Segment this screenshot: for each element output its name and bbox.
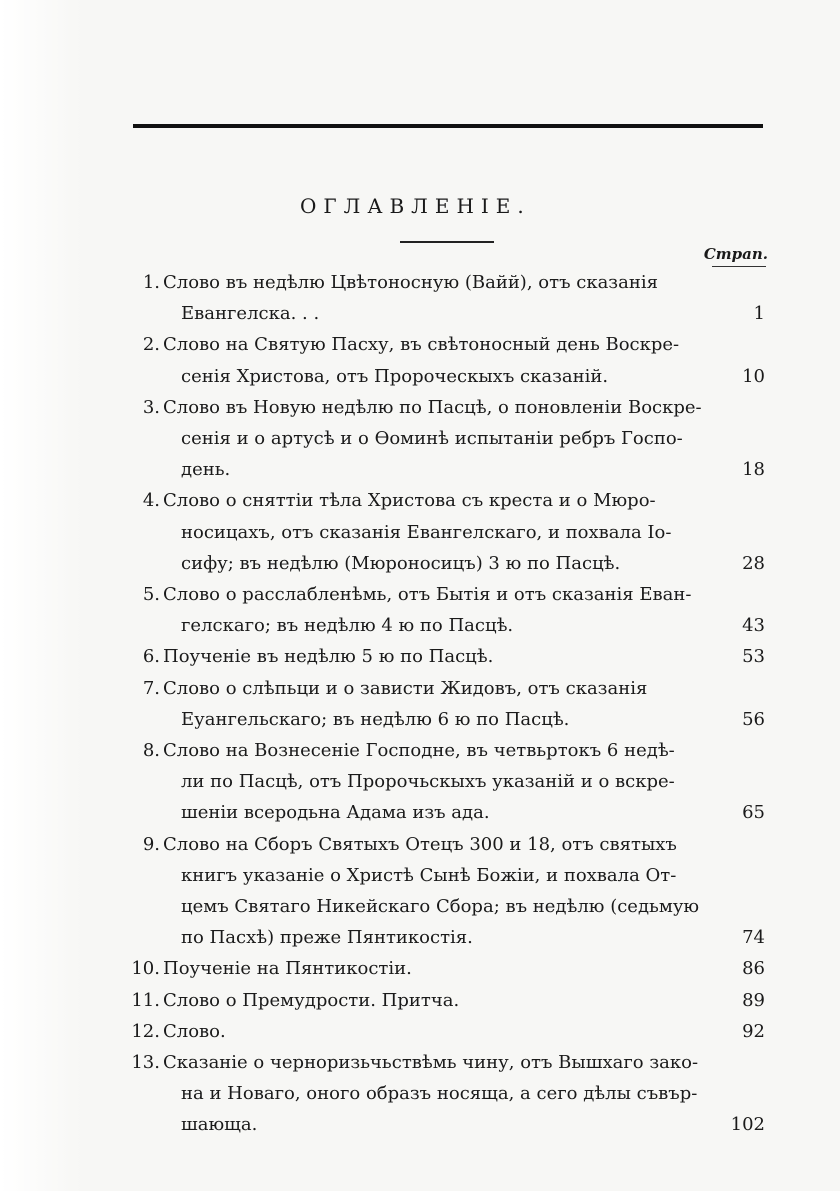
entry-text-line: носицахъ, отъ сказанія Евангелскаго, и похвала Іо- [181, 521, 672, 543]
top-rule [133, 124, 763, 128]
entry-text-line: Поученіе на Пянтикостіи. [163, 958, 412, 980]
entry-number: 5. [142, 584, 160, 605]
entry-page-number: 28 [742, 552, 765, 574]
entry-text-line: Слово въ Новую недѣлю по Пасцѣ, о поновленіи Воскре- [163, 396, 702, 418]
entry-page-number: 10 [742, 365, 765, 387]
entry-text-line: Слово о сняттіи тѣла Христова съ креста и о Мюро- [163, 490, 656, 512]
entry-text-line: Слово на Вознесеніе Господне, въ четвьртокъ 6 недѣ- [163, 740, 675, 761]
entry-text-line: Сказаніе о черноризьчьствѣмь чину, отъ Вышхаго зако- [163, 1052, 699, 1073]
entry-text-line: Евангелска. . . [181, 303, 320, 325]
page-title: ОГЛАВЛЕНІЕ. [300, 194, 531, 218]
entry-text-line: Слово о Премудрости. Притча. [163, 989, 460, 1011]
entry-text-line: Еуангельскаго; въ недѣлю 6 ю по Пасцѣ. [181, 708, 570, 730]
entry-number: 2. [142, 334, 160, 356]
entry-text-line: Слово о расслабленѣмь, отъ Бытія и отъ сказанія Еван- [163, 584, 692, 605]
entry-text-line: сенія и о артусѣ и о Ѳоминѣ испытаніи ребръ Госпо- [181, 428, 683, 449]
entry-text-line: сифу; въ недѣлю (Мюроносицъ) 3 ю по Пасцѣ. [181, 552, 621, 574]
entry-number: 11. [131, 989, 160, 1011]
entry-text-line: шающа. [181, 1114, 258, 1136]
entry-text-line: шеніи всеродьна Адама изъ ада. [181, 802, 490, 824]
entry-number: 9. [142, 833, 160, 855]
entry-page-number: 74 [742, 927, 765, 949]
page-edge [0, 0, 82, 1191]
entry-text-line: Слово на Сборъ Святыхъ Отецъ 300 и 18, отъ святыхъ [163, 833, 677, 855]
entry-text-line: книгъ указаніе о Христѣ Сынѣ Божіи, и похвала От- [181, 864, 677, 886]
entry-text-line: Слово о слѣпьци и о зависти Жидовъ, отъ сказанія [163, 677, 648, 699]
entry-text-line: день. [181, 459, 231, 481]
entry-text-line: Поученіе въ недѣлю 5 ю по Пасцѣ. [163, 646, 494, 668]
entry-page-number: 18 [742, 459, 765, 481]
entry-number: 12. [131, 1020, 160, 1042]
entry-page-number: 86 [742, 958, 765, 980]
entry-text-line: Слово на Святую Пасху, въ свѣтоносный день Воскре- [163, 334, 680, 356]
entry-number: 1. [142, 272, 160, 293]
entry-text-line: Слово. [163, 1020, 226, 1042]
entry-page-number: 89 [742, 989, 765, 1011]
pages-label-underline [712, 266, 766, 267]
pages-column-label: Страп. [703, 245, 768, 263]
entry-number: 8. [142, 740, 160, 761]
entry-text-line: Слово въ недѣлю Цвѣтоносную (Вайй), отъ сказанія [163, 272, 658, 293]
entry-page-number: 53 [742, 646, 765, 668]
entry-page-number: 92 [742, 1020, 765, 1042]
entry-page-number: 56 [742, 708, 765, 730]
entry-page-number: 43 [742, 615, 765, 637]
title-divider [400, 241, 494, 243]
entry-number: 10. [131, 958, 160, 980]
entry-text-line: на и Новаго, оного образъ носяща, а сего дѣлы съвър- [181, 1083, 698, 1105]
entry-page-number: 65 [742, 802, 765, 824]
entry-text-line: по Пасхѣ) преже Пянтикостія. [181, 927, 473, 949]
entry-number: 13. [131, 1052, 160, 1073]
entry-text-line: сенія Христова, отъ Пророческыхъ сказаній. [181, 365, 609, 387]
entry-number: 3. [142, 396, 160, 418]
entry-page-number: 102 [730, 1114, 765, 1136]
entry-number: 6. [142, 646, 160, 668]
entry-text-line: ли по Пасцѣ, отъ Пророчьскыхъ указаній и о вскре- [181, 771, 675, 793]
entry-text-line: цемъ Святаго Никейскаго Сбора; въ недѣлю (седьмую [181, 896, 700, 917]
entry-page-number: 1 [753, 303, 765, 325]
entry-text-line: гелскаго; въ недѣлю 4 ю по Пасцѣ. [181, 615, 514, 637]
entry-number: 4. [142, 490, 160, 512]
entry-number: 7. [142, 677, 160, 699]
